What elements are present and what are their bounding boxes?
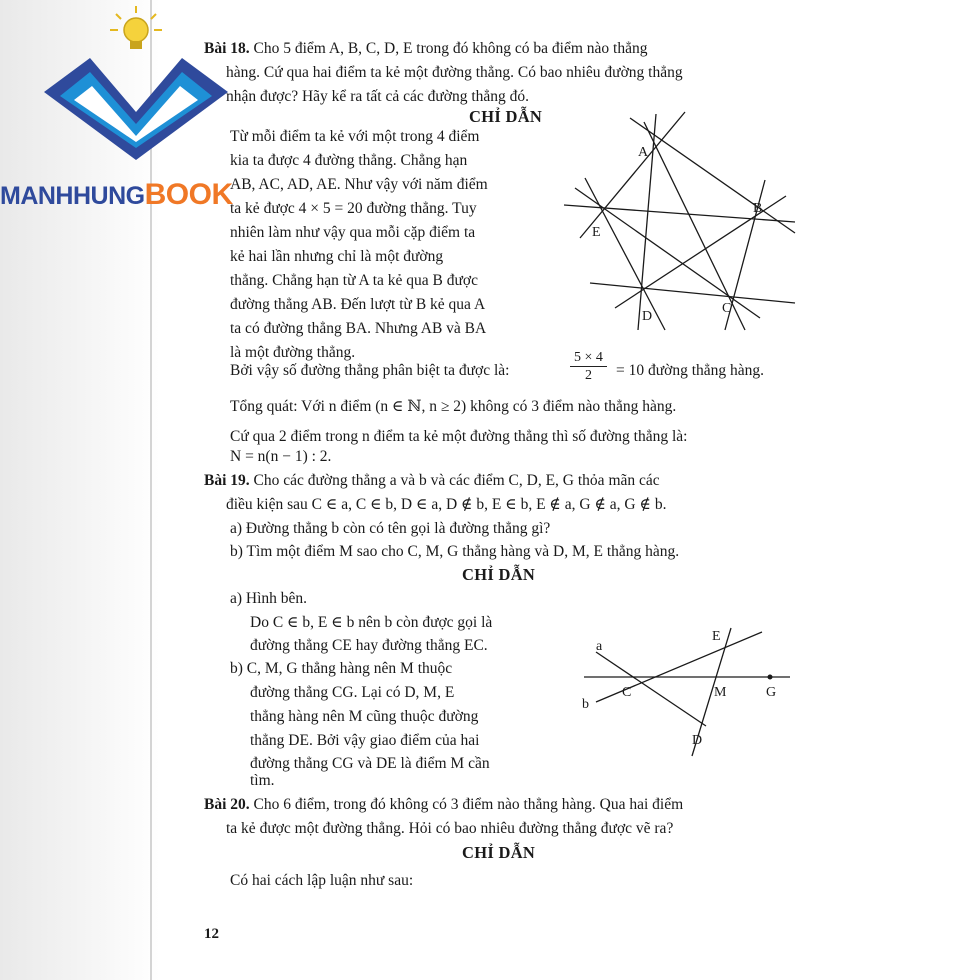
open-book-icon [44,58,228,160]
bai18-result-suffix: = 10 đường thẳng hàng. [616,362,765,379]
label-D: D [642,309,653,324]
bai20-heading: CHỈ DẪN [462,843,536,862]
point-G [768,675,773,680]
label-C: C [622,685,632,700]
line-DE [585,178,665,330]
bai18-line1 [204,40,647,58]
bai18-hint-line: là một đường thẳng. [230,344,356,361]
bai19-answer-b-line: đường thẳng CG. Lại có D, M, E [250,684,455,701]
brand-main-text: MANHHUNG [0,182,145,210]
bai18-hint-line: kẻ hai lần nhưng chỉ là một đường [230,248,444,265]
bai19-answer-b-line: thẳng DE. Bởi vậy giao điểm của hai [250,732,480,749]
label-M: M [714,685,727,700]
bai19-heading: CHỈ DẪN [462,565,536,584]
line-CE [596,632,762,702]
bai18-general2: Cứ qua 2 điểm trong n điểm ta kẻ một đường thẳng thì số đường thẳng là: [230,428,688,445]
bai20-hint: Có hai cách lập luận như sau: [230,872,414,889]
bai18-hint-line: ta có đường thẳng BA. Nhưng AB và BA [230,320,487,337]
fraction-numerator: 5 × 4 [570,349,607,367]
bai18-line1-text: Cho 5 điểm A, B, C, D, E trong đó không có ba điểm nào thẳng [253,40,648,57]
bai19-line2: điều kiện sau C ∈ a, C ∈ b, D ∈ a, D ∉ b, E ∈ b, E ∉ a, G ∉ a, G ∉ b. [226,496,667,513]
label-E: E [712,629,721,644]
bai19-question-a: a) Đường thẳng b còn có tên gọi là đường thẳng gì? [230,520,551,537]
bai20-label: Bài 20. [204,796,250,813]
label-A: A [638,145,649,160]
bai19-line1-text: Cho các đường thẳng a và b và các điểm C, D, E, G thỏa mãn các [253,472,660,489]
bai18-hint-line: ta kẻ được 4 × 5 = 20 đường thẳng. Tuy [230,200,477,217]
bai18-general3: N = n(n − 1) : 2. [230,448,332,465]
bai18-line2: hàng. Cứ qua hai điểm ta kẻ một đường thẳng. Có bao nhiêu đường thẳng [226,64,683,81]
bai18-hint-line: đường thẳng AB. Đến lượt từ B kẻ qua A [230,296,486,313]
lightbulb-icon [110,6,162,49]
fraction-denominator: 2 [584,368,592,383]
bai19-answer-a-line: đường thẳng CE hay đường thẳng EC. [250,637,488,654]
bai18-hint-line: thẳng. Chẳng hạn từ A ta kẻ qua B được [230,272,478,289]
bai19-answer-b-line: thẳng hàng nên M cũng thuộc đường [250,708,479,725]
bai18-heading: CHỈ DẪN [469,107,543,126]
bai18-general1: Tổng quát: Với n điểm (n ∈ ℕ, n ≥ 2) không có 3 điểm nào thẳng hàng. [230,398,677,415]
bai18-hint-line: nhiên làm như vậy qua mỗi cặp điểm ta [230,224,476,241]
line-AC [644,122,745,330]
bai19-answer-a-line: Do C ∈ b, E ∈ b nên b còn được gọi là [250,614,493,631]
bai20-line1 [204,796,683,814]
label-C: C [722,301,732,316]
bai18-figure [560,108,800,340]
bai18-hint-line: AB, AC, AD, AE. Như vậy với năm điểm [230,176,488,193]
bai18-hint-line: Từ mỗi điểm ta kẻ với một trong 4 điểm [230,128,480,145]
label-D: D [692,733,703,748]
bai19-answer-b-line: b) C, M, G thẳng hàng nên M thuộc [230,660,453,677]
label-G: G [766,685,777,700]
bai18-line3: nhận được? Hãy kể ra tất cả các đường thẳng đó. [226,88,530,105]
line-CD [590,283,795,303]
bai20-line1-text: Cho 6 điểm, trong đó không có 3 điểm nào thẳng hàng. Qua hai điểm [253,796,684,813]
brand-wordmark [0,178,233,212]
bai18-label: Bài 18. [204,40,250,57]
bai18-hint-line: kia ta được 4 đường thẳng. Chẳng hạn [230,152,468,169]
bai19-label: Bài 19. [204,472,250,489]
bai19-figure [576,622,796,762]
bai19-line1 [204,472,660,490]
bai19-answer-a-title: a) Hình bên. [230,590,308,607]
bai18-fraction [570,349,607,384]
label-E: E [592,225,601,240]
page-number: 12 [204,926,219,942]
bai19-answer-b-line: tìm. [250,772,275,789]
label-b: b [582,697,589,712]
line-CE [575,188,763,318]
brand-logo [40,0,240,180]
bai19-answer-b-line: đường thẳng CG và DE là điểm M cần [250,755,490,772]
bai19-question-b: b) Tìm một điểm M sao cho C, M, G thẳng hàng và D, M, E thẳng hàng. [230,543,680,560]
bai18-result: Bởi vậy số đường thẳng phân biệt ta được là: [230,362,510,379]
bai20-line2: ta kẻ được một đường thẳng. Hỏi có bao nhiêu đường thẳng được vẽ ra? [226,820,674,837]
brand-accent-text: BOOK [144,178,233,211]
label-B: B [753,201,763,216]
label-a: a [596,639,603,654]
